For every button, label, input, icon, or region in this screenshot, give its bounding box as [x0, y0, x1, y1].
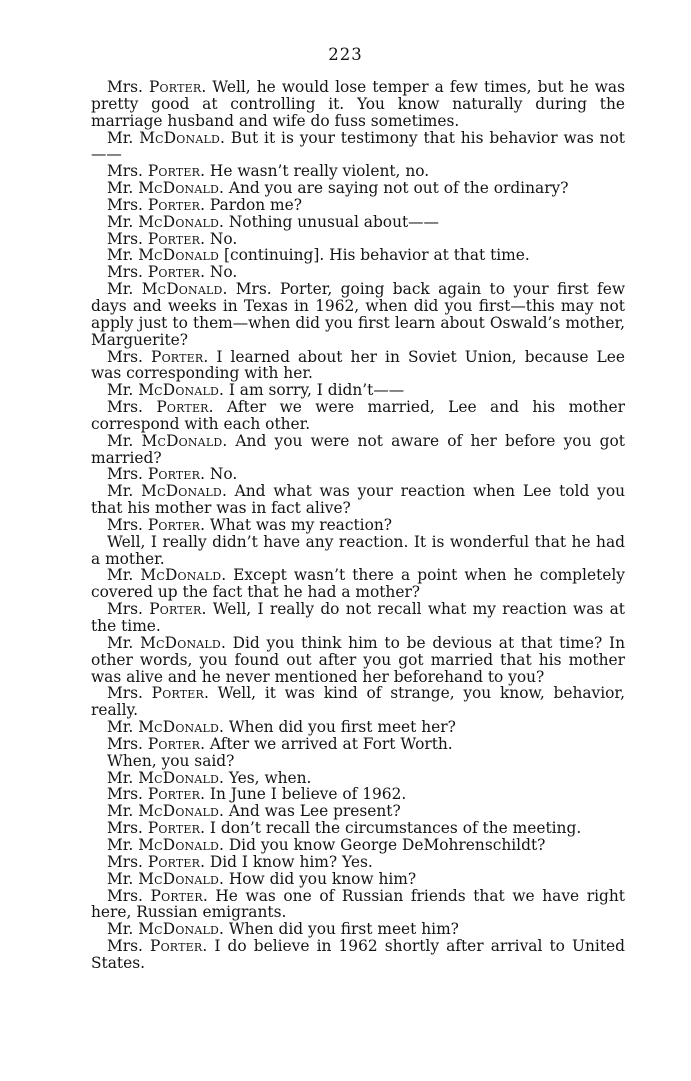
transcript-paragraph: Mrs. Porter. Well, he would lose temper a few times, but he was pretty good at controlling it. You know naturally during the marriage husband and wife do fuss sometimes. — [91, 78, 625, 130]
speaker-title: Mrs. — [107, 734, 148, 753]
transcript-paragraph: Mrs. Porter. He was one of Russian friends that we have right here, Russian emigrants. — [91, 886, 625, 922]
speaker-title: Mr. — [107, 280, 142, 299]
speaker-title: Mr. — [107, 566, 141, 585]
speaker-title: Mr. — [107, 802, 139, 821]
speaker-title: Mrs. — [107, 263, 148, 282]
speaker-name: Porter — [151, 684, 204, 703]
transcript-paragraph: Mr. McDonald. When did you first meet her? — [107, 718, 456, 737]
transcript-paragraph: When, you said? — [107, 751, 235, 770]
speaker-title: Mr. — [107, 718, 139, 737]
transcript-paragraph: Mr. McDonald. I am sorry, I didn’t—— — [107, 381, 405, 400]
speaker-title: Mr. — [107, 179, 139, 198]
speaker-name: Porter — [151, 347, 204, 366]
transcript-paragraph: Mrs. Porter. No. — [107, 465, 238, 484]
transcript-paragraph: Mrs. Porter. After we were married, Lee and his mother correspond with each other. — [91, 398, 625, 433]
speaker-name: McDonald — [138, 869, 220, 888]
speaker-name: Porter — [149, 600, 202, 619]
transcript-paragraph: Mr. McDonald. And what was your reaction when Lee told you that his mother was in fact alive? — [91, 482, 625, 518]
speaker-name: Porter — [147, 819, 201, 838]
speaker-title: Mrs. — [107, 852, 148, 871]
transcript-paragraph: Mr. McDonald. Yes, when. — [107, 768, 312, 787]
transcript-paragraph: Mr. McDonald. Did you know George DeMohrenschildt? — [107, 835, 546, 854]
transcript-paragraph: Mrs. Porter. I don’t recall the circumstances of the meeting. — [107, 819, 582, 838]
transcript-paragraph: Mrs. Porter. What was my reaction? — [107, 515, 393, 534]
speaker-name: Porter — [147, 263, 201, 282]
speaker-title: Mrs. — [107, 195, 148, 214]
speaker-title: Mrs. — [107, 515, 148, 534]
speaker-name: Porter — [147, 515, 201, 534]
speaker-title: Mr. — [107, 212, 139, 231]
transcript-paragraph: Mrs. Porter. No. — [107, 263, 238, 282]
speaker-title: Mrs. — [107, 398, 157, 417]
speaker-name: McDonald — [138, 179, 220, 198]
speaker-title: Mrs. — [107, 229, 148, 248]
speaker-title: Mrs. — [107, 819, 148, 838]
speaker-title: Mr. — [107, 482, 142, 501]
speaker-name: Porter — [150, 886, 203, 905]
transcript-paragraph: Mr. McDonald. Nothing unusual about—— — [107, 212, 439, 231]
transcript-paragraph: Mr. McDonald. Did you think him to be devious at that time? In other words, you found out after you got married that his mother was alive and he never mentioned her beforehand to you? — [91, 633, 625, 686]
speaker-name: McDonald — [138, 802, 220, 821]
transcript-paragraph: Mrs. Porter. After we arrived at Fort Worth. — [107, 734, 453, 753]
speaker-name: Porter — [150, 937, 203, 956]
transcript-paragraph: Mrs. Porter. Pardon me? — [107, 195, 302, 214]
transcript-paragraph: Mr. McDonald. But it is your testimony that his behavior was not—— — [91, 128, 625, 164]
transcript-paragraph: Mr. McDonald. And you were not aware of her before you got married? — [91, 431, 625, 467]
transcript — [91, 79, 625, 972]
transcript-paragraph: Mrs. Porter. I learned about her in Soviet Union, because Lee was corresponding with her. — [91, 347, 625, 383]
speaker-name: Porter — [147, 465, 201, 484]
speaker-name: McDonald — [138, 768, 220, 787]
speaker-name: McDonald — [140, 633, 221, 652]
speaker-title: Mrs. — [107, 886, 151, 905]
speaker-title: Mrs. — [107, 785, 148, 804]
speaker-name: McDonald — [138, 920, 220, 939]
speaker-name: Porter — [147, 852, 201, 871]
speaker-title: Mr. — [107, 246, 139, 265]
speaker-title: Mrs. — [107, 684, 152, 703]
transcript-paragraph: Mrs. Porter. I do believe in 1962 shortly after arrival to United States. — [91, 937, 625, 972]
speaker-name: Porter — [147, 229, 201, 248]
speaker-title: Mr. — [107, 869, 139, 888]
transcript-paragraph: Mrs. Porter. He wasn’t really violent, no. — [107, 162, 430, 181]
speaker-name: McDonald — [139, 128, 221, 147]
transcript-paragraph: Mrs. Porter. Well, I really do not recall what my reaction was at the time. — [91, 600, 625, 635]
transcript-paragraph: Mrs. Porter. Did I know him? Yes. — [107, 852, 373, 871]
transcript-paragraph: Mr. McDonald. And you are saying not out of the ordinary? — [107, 179, 569, 198]
speaker-name: McDonald — [138, 212, 220, 231]
speaker-title: Mrs. — [107, 347, 152, 366]
speaker-name: McDonald — [140, 566, 222, 585]
speaker-name: Porter — [156, 398, 209, 417]
speaker-title: Mrs. — [107, 162, 148, 181]
transcript-paragraph: Mrs. Porter. No. — [107, 229, 238, 248]
speaker-title: Mr. — [107, 768, 139, 787]
speaker-title: Mrs. — [107, 78, 149, 96]
speaker-name: Porter — [147, 195, 201, 214]
speaker-name: McDonald — [138, 246, 220, 265]
speaker-title: Mr. — [107, 128, 140, 147]
speaker-title: Mr. — [107, 431, 142, 450]
speaker-name: McDonald — [138, 381, 220, 400]
speaker-title: Mr. — [107, 920, 139, 939]
transcript-paragraph: Well, I really didn’t have any reaction. It is wonderful that he had a mother. — [91, 532, 625, 568]
transcript-paragraph: Mr. McDonald [continuing]. His behavior at that time. — [107, 246, 530, 265]
speaker-title: Mrs. — [107, 465, 148, 484]
page-number: 223 — [328, 45, 363, 64]
speaker-title: Mr. — [107, 835, 139, 854]
speaker-name: McDonald — [138, 835, 220, 854]
transcript-paragraph: Mr. McDonald. And was Lee present? — [107, 802, 401, 821]
transcript-paragraph: Mrs. Porter. Well, it was kind of strange, you know, behavior, really. — [91, 684, 625, 720]
speaker-title: Mr. — [107, 381, 139, 400]
speaker-name: McDonald — [141, 482, 222, 501]
speaker-title: Mr. — [107, 633, 141, 652]
speaker-title: Mrs. — [107, 600, 150, 619]
speaker-name: McDonald — [141, 431, 223, 450]
transcript-paragraph: Mrs. Porter. In June I believe of 1962. — [107, 785, 407, 804]
transcript-paragraph: Mr. McDonald. How did you know him? — [107, 869, 417, 888]
transcript-paragraph: Mr. McDonald. When did you first meet him? — [107, 920, 459, 939]
speaker-name: McDonald — [138, 718, 220, 737]
transcript-paragraph: Mr. McDonald. Except wasn’t there a point when he completely covered up the fact that he had a mother? — [91, 566, 625, 602]
speaker-title: Mrs. — [107, 937, 151, 956]
speaker-name: Porter — [147, 785, 201, 804]
transcript-paragraph: Mr. McDonald. Mrs. Porter, going back again to your first few days and weeks in Texas in 1962, when did you first—this may not apply just to them—when did you first learn about Oswald’s mother, Marguerite? — [91, 280, 625, 349]
speaker-name: Porter — [147, 162, 201, 181]
speaker-name: Porter — [147, 734, 201, 753]
speaker-name: Porter — [149, 78, 202, 96]
speaker-name: McDonald — [141, 280, 223, 299]
